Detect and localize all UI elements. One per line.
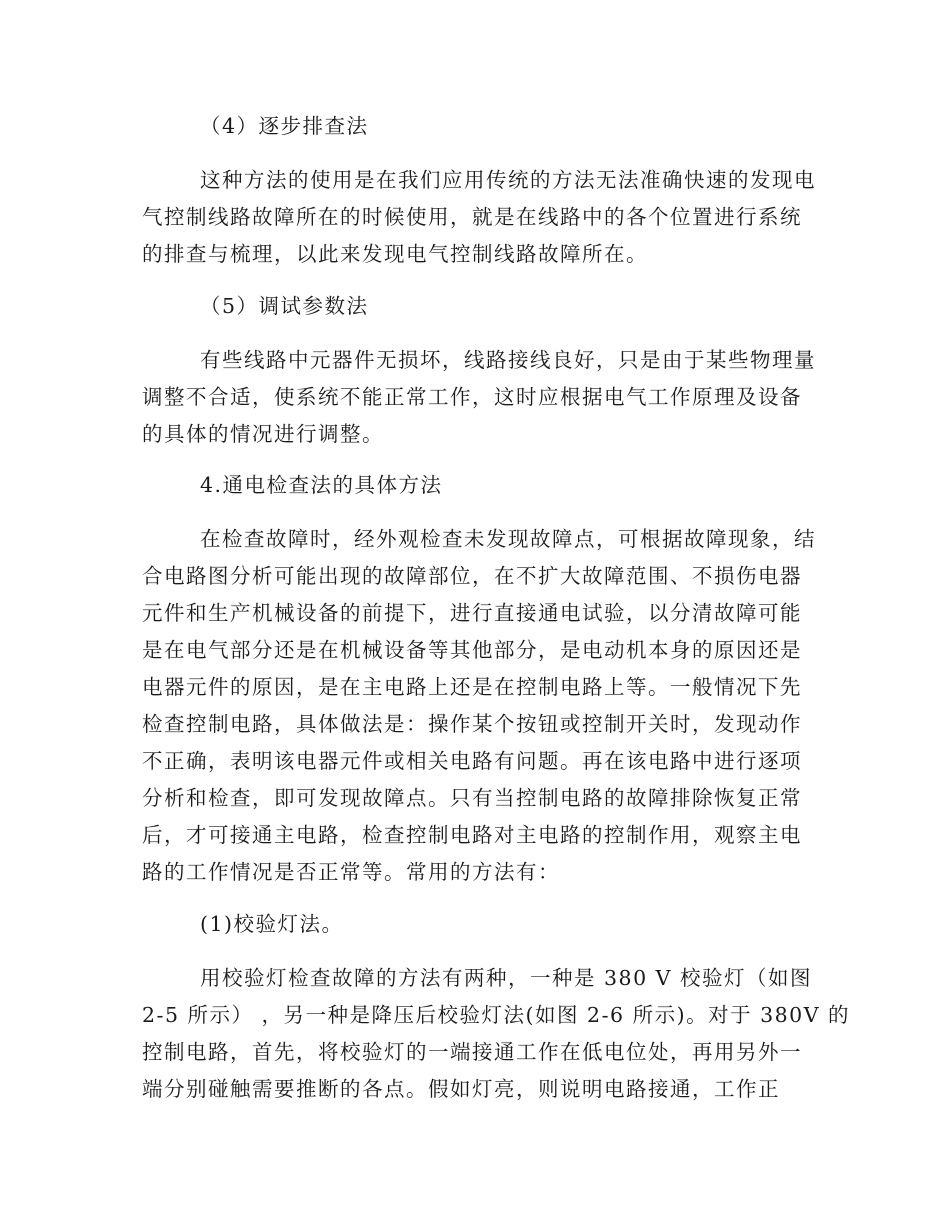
paragraph-line: 是在电气部分还是在机械设备等其他部分，是电动机本身的原因还是 (142, 638, 802, 662)
heading-text: （4）逐步排查法 (200, 114, 369, 138)
body-paragraph (142, 960, 851, 1108)
heading-text: (1)校验灯法。 (200, 912, 344, 936)
body-paragraph (142, 521, 816, 891)
paragraph-line: 2-5 所示） ，另一种是降压后校验灯法(如图 2-6 所示)。对于 380V 的 (142, 1003, 851, 1027)
paragraph-line: 有些线路中元器件无损坏，线路接线良好，只是由于某些物理量 (200, 348, 816, 372)
section-heading (142, 108, 806, 145)
paragraph-line: 在检查故障时，经外观检查未发现故障点，可根据故障现象，结 (200, 527, 816, 551)
heading-text: （5）调试参数法 (200, 294, 369, 318)
paragraph-line: 元件和生产机械设备的前提下，进行直接通电试验，以分清故障可能 (142, 601, 802, 625)
paragraph-line: 这种方法的使用是在我们应用传统的方法无法准确快速的发现电 (200, 168, 816, 192)
paragraph-line: 调整不合适，使系统不能正常工作，这时应根据电气工作原理及设备 (142, 385, 802, 409)
heading-text: 4.通电检查法的具体方法 (200, 473, 443, 497)
paragraph-line: 合电路图分析可能出现的故障部位，在不扩大故障范围、不损伤电器 (142, 564, 802, 588)
paragraph-line: 的排查与梳理，以此来发现电气控制线路故障所在。 (142, 242, 648, 266)
paragraph-line: 用校验灯检查故障的方法有两种，一种是 380 V 校验灯（如图 (200, 966, 812, 990)
paragraph-line: 检查控制电路，具体做法是：操作某个按钮或控制开关时，发现动作 (142, 712, 802, 736)
paragraph-line: 的具体的情况进行调整。 (142, 422, 384, 446)
paragraph-line: 控制电路，首先，将校验灯的一端接通工作在低电位处，再用另外一 (142, 1040, 802, 1064)
body-paragraph (142, 162, 816, 273)
paragraph-line: 气控制线路故障所在的时候使用，就是在线路中的各个位置进行系统 (142, 205, 802, 229)
section-heading (142, 906, 806, 943)
body-paragraph (142, 342, 816, 453)
paragraph-line: 后，才可接通主电路，检查控制电路对主电路的控制作用，观察主电 (142, 823, 802, 847)
paragraph-line: 端分别碰触需要推断的各点。假如灯亮，则说明电路接通，工作正 (142, 1077, 780, 1101)
section-heading (142, 467, 806, 504)
paragraph-line: 路的工作情况是否正常等。常用的方法有： (142, 860, 560, 884)
paragraph-line: 分析和检查，即可发现故障点。只有当控制电路的故障排除恢复正常 (142, 786, 802, 810)
section-heading (142, 288, 806, 325)
paragraph-line: 电器元件的原因，是在主电路上还是在控制电路上等。一般情况下先 (142, 675, 802, 699)
paragraph-line: 不正确，表明该电器元件或相关电路有问题。再在该电路中进行逐项 (142, 749, 802, 773)
